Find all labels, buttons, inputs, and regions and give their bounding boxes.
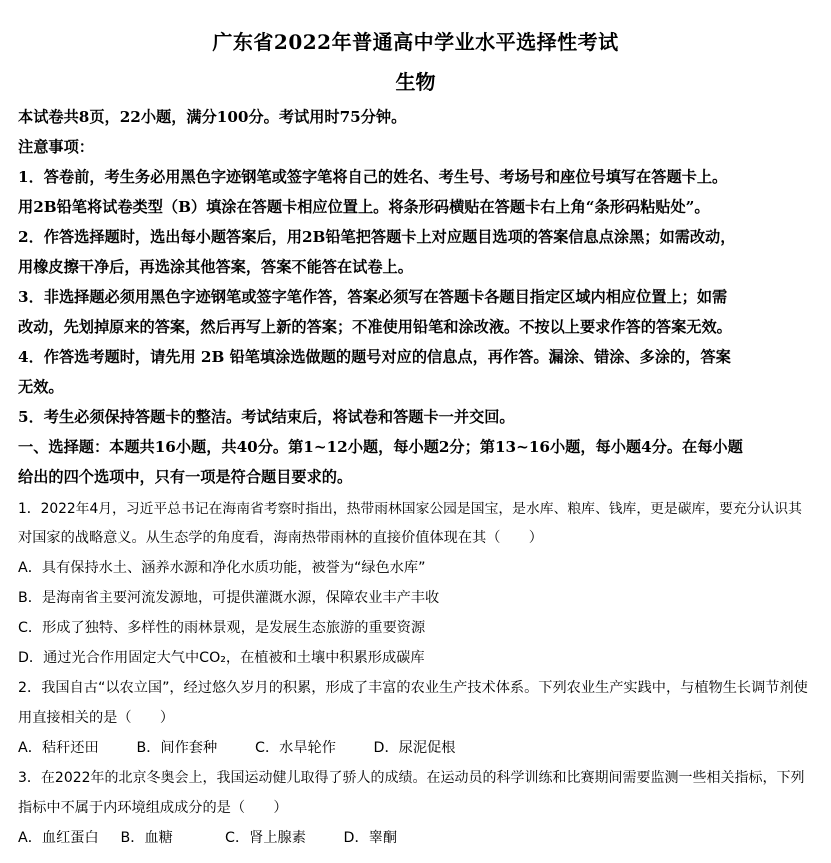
- question-2-stem: 2．我国自古“以农立国”，经过悠久岁月的积累，形成了丰富的农业生产技术体系。下列农业生产实践中，与植物生长调节剂使: [18, 680, 808, 696]
- question-3-option-d: D．睾酮: [343, 830, 398, 846]
- question-1-option-a: A．具有保持水土、涵养水源和净化水质功能，被誉为“绿色水库”: [18, 560, 426, 576]
- question-1-stem: 1．2022年4月，习近平总书记在海南省考察时指出，热带雨林国家公园是国宝，是水库、粮库、钱库，更是碳库，要充分认识其: [18, 501, 802, 517]
- section-heading: 给出的四个选项中，只有一项是符合题目要求的。: [18, 468, 353, 486]
- question-2-stem: 用直接相关的是（ ）: [18, 710, 175, 726]
- note-line: 改动，先划掉原来的答案，然后再写上新的答案；不准使用铅笔和涂改液。不按以上要求作答的答案无效。: [18, 318, 732, 336]
- note-line: 用橡皮擦干净后，再选涂其他答案，答案不能答在试卷上。: [18, 258, 413, 276]
- question-2-option-a: A．秸秆还田: [18, 740, 99, 756]
- notes-heading: 注意事项：: [18, 138, 94, 156]
- question-1-option-c: C．形成了独特、多样性的雨林景观，是发展生态旅游的重要资源: [18, 620, 426, 636]
- note-line: 1．答卷前，考生务必用黑色字迹钢笔或签字笔将自己的姓名、考生号、考场号和座位号填写在答题卡上。: [18, 168, 728, 186]
- question-1-stem: 对国家的战略意义。从生态学的角度看，海南热带雨林的直接价值体现在其（ ）: [18, 530, 543, 546]
- question-3-stem: 指标中不属于内环境组成成分的是（ ）: [18, 800, 288, 816]
- question-2-option-b: B．间作套种: [136, 740, 218, 756]
- note-line: 4．作答选考题时，请先用 2B 铅笔填涂选做题的题号对应的信息点，再作答。漏涂、错涂、多涂的，答案: [18, 348, 731, 366]
- question-3-options: [18, 827, 809, 847]
- note-line: 5．考生必须保持答题卡的整洁。考试结束后，将试卷和答题卡一并交回。: [18, 408, 515, 426]
- question-2-option-d: D．尿泥促根: [373, 740, 456, 756]
- question-2-options: [18, 737, 809, 757]
- note-line: 无效。: [18, 378, 64, 396]
- exam-title: 广东省2022年普通高中学业水平选择性考试: [212, 30, 619, 54]
- question-2-option-c: C．水旱轮作: [255, 740, 336, 756]
- note-line: 用2B铅笔将试卷类型（B）填涂在答题卡相应位置上。将条形码横贴在答题卡右上角“条形码粘贴处”。: [18, 198, 710, 216]
- question-3-option-b: B．血糖: [120, 830, 173, 846]
- subject-title: 生物: [395, 70, 436, 94]
- question-3-stem: 3．在2022年的北京冬奥会上，我国运动健儿取得了骄人的成绩。在运动员的科学训练和比赛期间需要监测一些相关指标，下列: [18, 770, 805, 786]
- section-heading: 一、选择题：本题共16小题，共40分。第1~12小题，每小题2分；第13~16小题，每小题4分。在每小题: [18, 438, 743, 456]
- question-1-option-b: B．是海南省主要河流发源地，可提供灌溉水源，保障农业丰产丰收: [18, 590, 440, 606]
- question-3-option-a: A．血红蛋白: [18, 830, 99, 846]
- question-1-option-d: D．通过光合作用固定大气中CO₂，在植被和土壤中积累形成碳库: [18, 650, 425, 666]
- note-line: 2．作答选择题时，选出每小题答案后，用2B铅笔把答题卡上对应题目选项的答案信息点涂黑；如需改动，: [18, 228, 736, 246]
- note-line: 3．非选择题必须用黑色字迹钢笔或签字笔作答，答案必须写在答题卡各题目指定区域内相应位置上；如需: [18, 288, 728, 306]
- exam-intro: 本试卷共8页，22小题，满分100分。考试用时75分钟。: [18, 108, 407, 126]
- question-3-option-c: C．肾上腺素: [225, 830, 306, 846]
